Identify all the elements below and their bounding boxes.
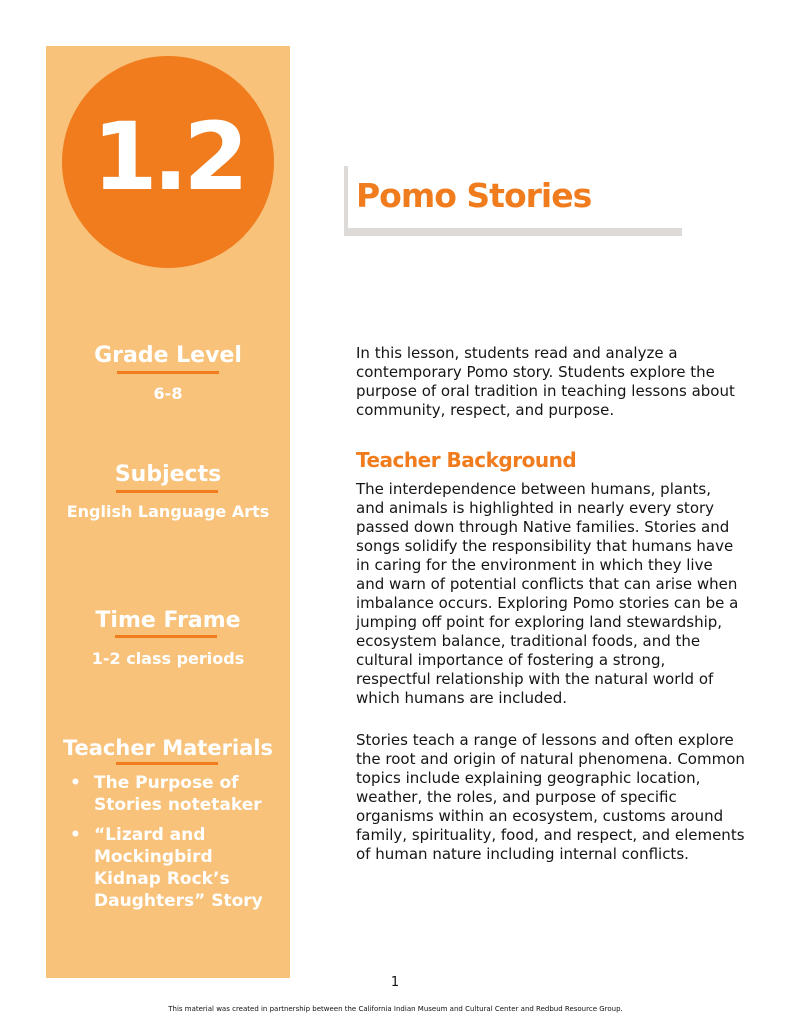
- time-frame-value: 1-2 class periods: [91, 649, 245, 668]
- grade-level-underline: [117, 371, 219, 374]
- title-bar-vertical: [344, 166, 348, 236]
- bullet-icon: •: [70, 825, 81, 845]
- time-frame-underline: [115, 635, 217, 638]
- material-item-label: The Purpose of Stories notetaker: [94, 773, 262, 815]
- grade-level-heading: Grade Level: [94, 343, 242, 368]
- list-item: [64, 824, 284, 912]
- background-paragraph-1: The interdependence between humans, plants, and animals is highlighted in nearly every story passed down through Native families. Stories and songs solidify the responsibility that humans have in caring for the environment in which they live and warn of potential conflicts that can arise when imbalance occurs. Exploring Pomo stories can be a jumping off point for exploring land stewardship, ecosystem balance, traditional foods, and the cultural importance of fostering a strong, respectful relationship with the natural world of which humans are included.: [356, 480, 739, 707]
- intro-paragraph: In this lesson, students read and analyze a contemporary Pomo story. Students explore the purpose of oral tradition in teaching lessons about community, respect, and purpose.: [356, 344, 735, 419]
- bullet-icon: •: [70, 773, 81, 793]
- footer-note: This material was created in partnership between the California Indian Museum and Cultural Center and Redbud Resource Group.: [168, 1005, 623, 1013]
- subjects-underline: [116, 490, 218, 493]
- page-title: Pomo Stories: [356, 176, 592, 215]
- lesson-number: 1.2: [92, 103, 244, 212]
- page-number: 1: [390, 975, 400, 990]
- grade-level-value: 6-8: [153, 384, 183, 403]
- material-item-label: “Lizard and Mockingbird Kidnap Rock’s Daughters” Story: [94, 825, 263, 911]
- time-frame-heading: Time Frame: [95, 608, 241, 633]
- subjects-value: English Language Arts: [66, 502, 270, 521]
- teacher-background-heading: Teacher Background: [356, 448, 577, 472]
- background-paragraph-2: Stories teach a range of lessons and often explore the root and origin of natural phenomena. Common topics include explaining geographic location, weather, the roles, and purpose of specific organisms within an ecosystem, customs around family, spirituality, food, and respect, and elements of human nature including internal conflicts.: [356, 731, 745, 863]
- subjects-heading: Subjects: [114, 462, 222, 487]
- list-item: [64, 772, 284, 816]
- teacher-materials-list: [64, 772, 284, 920]
- teacher-materials-heading: Teacher Materials: [62, 736, 274, 760]
- title-bar-horizontal: [344, 228, 682, 236]
- teacher-materials-underline: [116, 762, 218, 765]
